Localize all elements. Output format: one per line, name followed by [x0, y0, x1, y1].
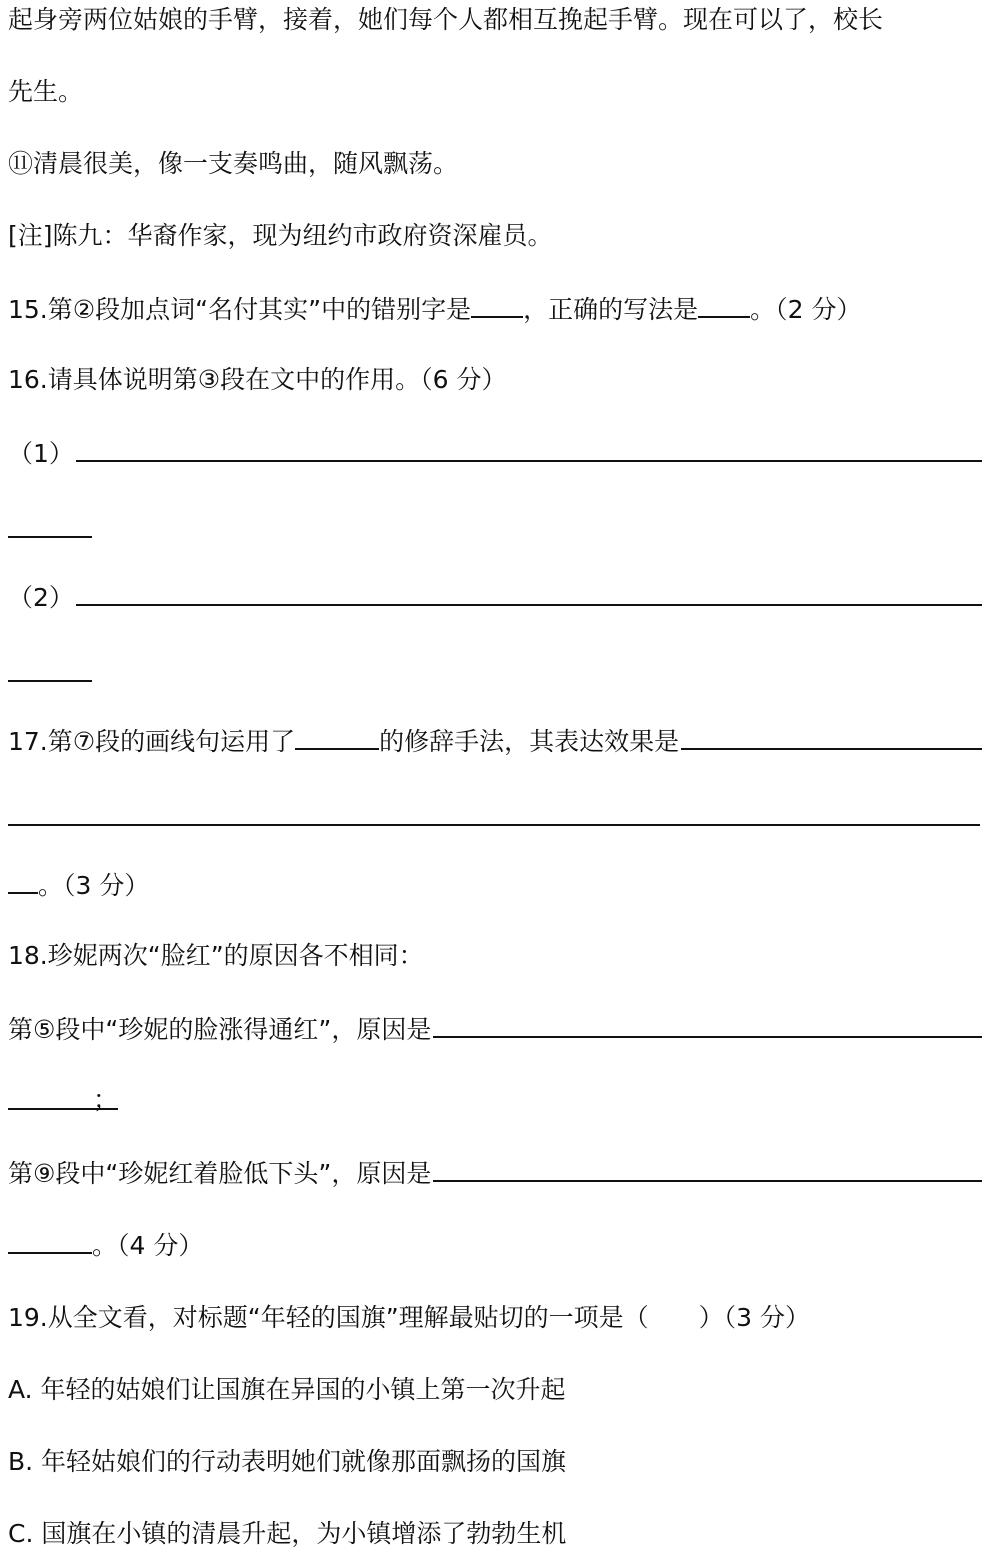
passage-line-2: 先生。 — [8, 77, 84, 106]
q15-text-1: 15.第②段加点词“名付其实”中的错别字是 — [8, 295, 472, 324]
q16-answer-2-continuation[interactable] — [8, 680, 92, 682]
paragraph-11: ⑪清晨很美，像一支奏鸣曲，随风飘荡。 — [8, 149, 459, 178]
q19-option-c[interactable]: C. 国旗在小镇的清晨升起，为小镇增添了勃勃生机 — [8, 1519, 567, 1548]
semicolon: ； — [92, 1085, 118, 1114]
question-16-stem: 16.请具体说明第③段在文中的作用。（6 分） — [8, 365, 507, 394]
q17-tail — [8, 866, 982, 902]
q18-sub-1 — [8, 1010, 982, 1046]
q15-wrong-char-blank[interactable] — [471, 290, 523, 318]
passage-line-1: 起身旁两位姑娘的手臂，接着，她们每个人都相互挽起手臂。现在可以了，校长 — [8, 5, 884, 34]
q16-answer-1-line[interactable] — [76, 434, 982, 462]
author-note: [注]陈九：华裔作家，现为纽约市政府资深雇员。 — [8, 221, 553, 250]
q18-sub-1-text: 第⑤段中“珍妮的脸涨得通红”，原因是 — [8, 1015, 432, 1044]
q17-text-1: 17.第⑦段的画线句运用了 — [8, 727, 296, 756]
q18-sub-2-tail — [8, 1226, 982, 1262]
q17-effect-line[interactable] — [681, 722, 982, 750]
q18-sub-1-answer-line[interactable] — [433, 1010, 982, 1038]
q17-effect-line-3[interactable] — [8, 866, 38, 894]
question-18-stem: 18.珍妮两次“脸红”的原因各不相同： — [8, 941, 424, 970]
q16-item-1-label: （1） — [8, 439, 74, 468]
q18-sub-1-tail — [8, 1082, 982, 1118]
q18-sub-1-answer-line-2[interactable] — [8, 1082, 118, 1114]
q17-text-2: 的修辞手法，其表达效果是 — [379, 727, 680, 756]
q19-option-b[interactable]: B. 年轻姑娘们的行动表明她们就像那面飘扬的国旗 — [8, 1447, 567, 1476]
q15-text-3: 。（2 分） — [750, 295, 862, 324]
q15-text-2: ，正确的写法是 — [523, 295, 699, 324]
q17-effect-line-2[interactable] — [8, 824, 980, 826]
q17-score: 。（3 分） — [38, 871, 150, 900]
q18-sub-2-answer-line-2[interactable] — [8, 1226, 92, 1254]
q16-item-2-label: （2） — [8, 583, 74, 612]
q18-score: 。（4 分） — [92, 1231, 204, 1260]
q16-answer-2 — [8, 578, 982, 614]
q18-sub-2 — [8, 1154, 982, 1190]
question-19-stem: 19.从全文看，对标题“年轻的国旗”理解最贴切的一项是（ ）（3 分） — [8, 1303, 811, 1332]
q18-sub-2-text: 第⑨段中“珍妮红着脸低下头”，原因是 — [8, 1159, 432, 1188]
q16-answer-1 — [8, 434, 982, 470]
q16-answer-2-line[interactable] — [76, 578, 982, 606]
q18-sub-2-answer-line[interactable] — [433, 1154, 982, 1182]
question-17 — [8, 722, 982, 758]
q19-option-a[interactable]: A. 年轻的姑娘们让国旗在异国的小镇上第一次升起 — [8, 1375, 566, 1404]
q15-correct-blank[interactable] — [698, 290, 750, 318]
q17-rhetoric-blank[interactable] — [295, 722, 379, 750]
question-15 — [8, 290, 982, 326]
q16-answer-1-continuation[interactable] — [8, 536, 92, 538]
